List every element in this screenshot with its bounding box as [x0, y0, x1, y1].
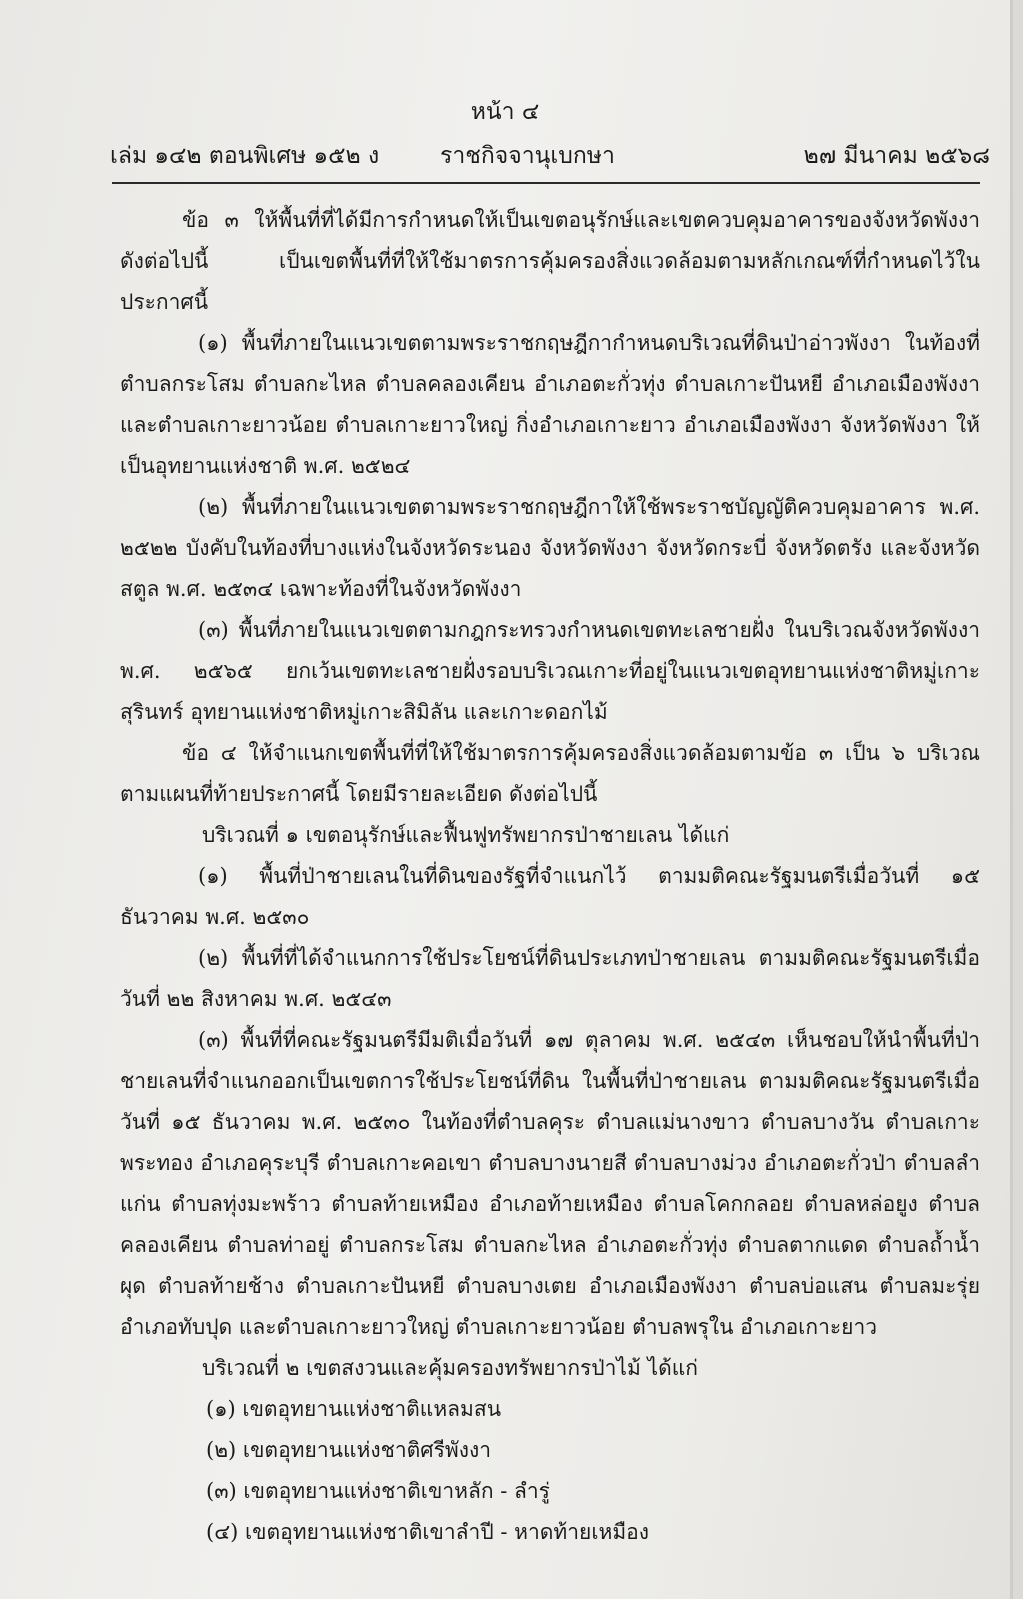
- clause-4: ข้อ ๔ ให้จำแนกเขตพื้นที่ที่ให้ใช้มาตรการคุ้มครองสิ่งแวดล้อมตามข้อ ๓ เป็น ๖ บริเวณ ตามแผนที่ท้ายประกาศนี้ โดยมีรายละเอียด ดังต่อไปนี้: [120, 741, 980, 806]
- zone-1-item-3: (๓) พื้นที่ที่คณะรัฐมนตรีมีมติเมื่อวันที่ ๑๗ ตุลาคม พ.ศ. ๒๕๔๓ เห็นชอบให้นำพื้นที่ป่าชายเลนที่จำแนกออกเป็นเขตการใช้ประโยชน์ที่ดิน ในพื้นที่ป่าชายเลน ตามมติคณะรัฐมนตรีเมื่อวันที่ ๑๕ ธันวาคม พ.ศ. ๒๕๓๐ ในท้องที่ตำบลคุระ ตำบลแม่นางขาว ตำบลบางวัน ตำบลเกาะพระทอง อำเภอคุระบุรี ตำบลเกาะคอเขา ตำบลบางนายสี ตำบลบางม่วง อำเภอตะกั่วป่า ตำบลลำแก่น ตำบลทุ่งมะพร้าว ตำบลท้ายเหมือง อำเภอท้ายเหมือง ตำบลโคกกลอย ตำบลหล่อยูง ตำบลคลองเคียน ตำบลท่าอยู่ ตำบลกระโสม ตำบลกะไหล อำเภอตะกั่วทุ่ง ตำบลตากแดด ตำบลถ้ำน้ำผุด ตำบลท้ายช้าง ตำบลเกาะปันหยี ตำบลบางเตย อำเภอเมืองพังงา ตำบลบ่อแสน ตำบลมะรุ่ย อำเภอทับปุด และตำบลเกาะยาวใหญ่ ตำบลเกาะยาวน้อย ตำบลพรุใน อำเภอเกาะยาว: [120, 1028, 980, 1339]
- zone-2-item: (๑) เขตอุทยานแห่งชาติแหลมสน: [206, 1397, 502, 1421]
- zone-2-item: (๓) เขตอุทยานแห่งชาติเขาหลัก - ลำรู่: [206, 1479, 550, 1503]
- gazette-title: ราชกิจจานุเบกษา: [440, 143, 615, 169]
- zone-2-heading: บริเวณที่ ๒ เขตสงวนและคุ้มครองทรัพยากรป่าไม้ ได้แก่: [202, 1356, 698, 1380]
- header-divider: [112, 182, 980, 184]
- zone-2-item: (๒) เขตอุทยานแห่งชาติศรีพังงา: [206, 1438, 492, 1462]
- issue-number: เล่ม ๑๔๒ ตอนพิเศษ ๑๕๒ ง: [110, 143, 380, 169]
- document-body: [120, 200, 980, 1553]
- page-number: หน้า ๔: [470, 99, 540, 125]
- zone-1-item-1: (๑) พื้นที่ป่าชายเลนในที่ดินของรัฐที่จำแนกไว้ ตามมติคณะรัฐมนตรีเมื่อวันที่ ๑๕ ธันวาคม พ.ศ. ๒๕๓๐: [120, 864, 980, 929]
- clause-3: ข้อ ๓ ให้พื้นที่ที่ได้มีการกำหนดให้เป็นเขตอนุรักษ์และเขตควบคุมอาคารของจังหวัดพังงาดังต่อไปนี้ เป็นเขตพื้นที่ที่ให้ใช้มาตรการคุ้มครองสิ่งแวดล้อมตามหลักเกณฑ์ที่กำหนดไว้ในประกาศนี้: [120, 208, 980, 314]
- clause-3-item-3: (๓) พื้นที่ภายในแนวเขตตามกฎกระทรวงกำหนดเขตทะเลชายฝั่ง ในบริเวณจังหวัดพังงา พ.ศ. ๒๕๖๕ ยกเว้นเขตทะเลชายฝั่งรอบบริเวณเกาะที่อยู่ในแนวเขตอุทยานแห่งชาติหมู่เกาะสุรินทร์ อุทยานแห่งชาติหมู่เกาะสิมิลัน และเกาะดอกไม้: [120, 618, 980, 724]
- clause-3-item-1: (๑) พื้นที่ภายในแนวเขตตามพระราชกฤษฎีกากำหนดบริเวณที่ดินป่าอ่าวพังงา ในท้องที่ตำบลกระโสม ตำบลกะไหล ตำบลคลองเคียน อำเภอตะกั่วทุ่ง ตำบลเกาะปันหยี อำเภอเมืองพังงา และตำบลเกาะยาวน้อย ตำบลเกาะยาวใหญ่ กิ่งอำเภอเกาะยาว อำเภอเมืองพังงา จังหวัดพังงา ให้เป็นอุทยานแห่งชาติ พ.ศ. ๒๕๒๔: [120, 331, 980, 478]
- publish-date: ๒๗ มีนาคม ๒๕๖๘: [803, 143, 990, 169]
- zone-1-item-2: (๒) พื้นที่ที่ได้จำแนกการใช้ประโยชน์ที่ดินประเภทป่าชายเลน ตามมติคณะรัฐมนตรีเมื่อวันที่ ๒๒ สิงหาคม พ.ศ. ๒๕๔๓: [120, 946, 980, 1011]
- zone-1-heading: บริเวณที่ ๑ เขตอนุรักษ์และฟื้นฟูทรัพยากรป่าชายเลน ได้แก่: [202, 823, 730, 847]
- zone-2-item: (๔) เขตอุทยานแห่งชาติเขาลำปี - หาดท้ายเหมือง: [206, 1520, 650, 1544]
- gazette-header: [110, 138, 990, 178]
- clause-3-item-2: (๒) พื้นที่ภายในแนวเขตตามพระราชกฤษฎีกาให้ใช้พระราชบัญญัติควบคุมอาคาร พ.ศ. ๒๕๒๒ บังคับในท้องที่บางแห่งในจังหวัดระนอง จังหวัดพังงา จังหวัดกระบี่ จังหวัดตรัง และจังหวัดสตูล พ.ศ. ๒๕๓๔ เฉพาะท้องที่ในจังหวัดพังงา: [120, 495, 980, 601]
